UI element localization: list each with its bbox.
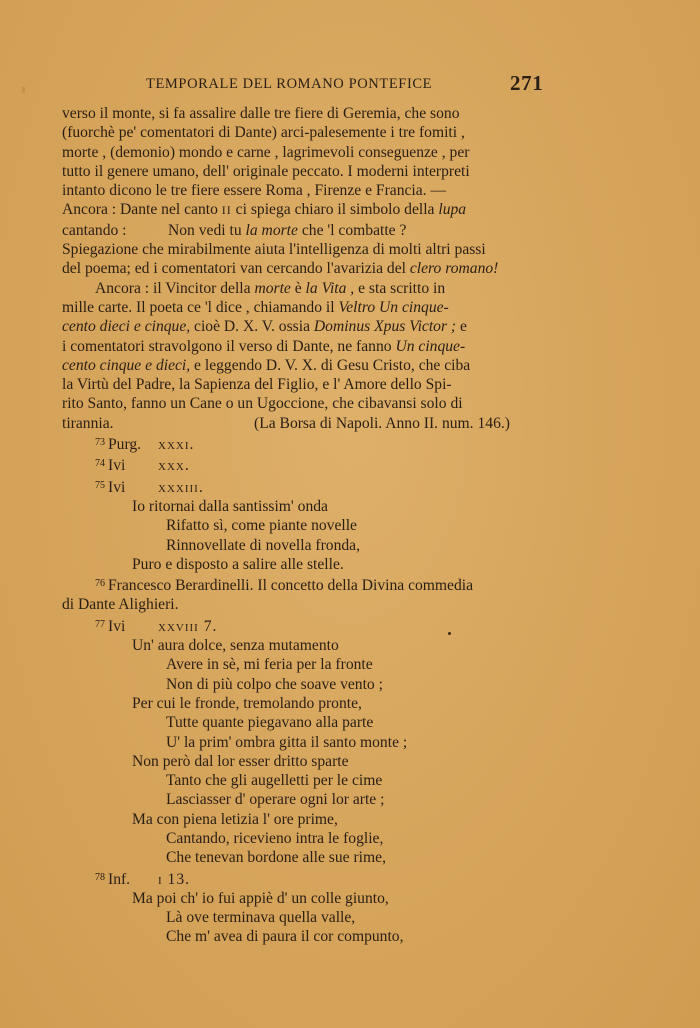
text-line: la Virtù del Padre, la Sapienza del Figlio, e l' Amore dello Spi- bbox=[62, 376, 452, 394]
verse-line: Tanto che gli augelletti per le cime bbox=[166, 772, 383, 790]
verse-line: Un' aura dolce, senza mutamento bbox=[132, 637, 339, 655]
verse-line: Non di più colpo che soave vento ; bbox=[166, 675, 383, 693]
verse-line: Puro e disposto a salire alle stelle. bbox=[132, 555, 344, 573]
verse-line: U' la prim' ombra gitta il santo monte ; bbox=[166, 733, 408, 751]
verse-line: Per cui le fronde, tremolando pronte, bbox=[132, 694, 362, 712]
text-line: cento cinque e dieci, e leggendo D. V. X. di Gesu Cristo, che ciba bbox=[62, 356, 471, 374]
text-line: (fuorchè pe' comentatori di Dante) arci-palesemente i tre fomiti , bbox=[62, 124, 465, 142]
text-line: del poema; ed i comentatori van cercando l'avarizia del clero romano! bbox=[62, 260, 499, 278]
text-line: intanto dicono le tre fiere essere Roma , Firenze e Francia. — bbox=[62, 182, 447, 200]
footnote-75: $^{75}$ Ivi xxxiii. bbox=[95, 478, 204, 496]
ink-speck bbox=[448, 632, 451, 635]
verse-block-75 bbox=[62, 497, 554, 574]
verse-line: Là ove terminava quella valle, bbox=[166, 909, 356, 927]
text-line: tirannia. (La Borsa di Napoli. Anno II. num. 146.) bbox=[62, 414, 510, 432]
text-line: mille carte. Il poeta ce 'l dice , chiamando il Veltro Un cinque- bbox=[62, 298, 449, 316]
verse-block-77 bbox=[62, 636, 554, 868]
footnote-74: $^{74}$ Ivi xxx. bbox=[95, 457, 190, 475]
verse-line: Rifatto sì, come piante novelle bbox=[166, 517, 357, 535]
verse-line: Rinnovellate di novella fronda, bbox=[166, 536, 361, 554]
text-line: cantando : Non vedi tu la morte che 'l combatte ? bbox=[62, 221, 407, 239]
text-line: verso il monte, si fa assalire dalle tre fiere di Geremia, che sono bbox=[62, 105, 460, 122]
text-line: morte , (demonio) mondo e carne , lagrimevoli conseguenze , per bbox=[62, 143, 470, 161]
running-title: TEMPORALE DEL ROMANO PONTEFICE bbox=[146, 76, 433, 92]
verse-line: Non però dal lor esser dritto sparte bbox=[132, 752, 349, 770]
verse-block-78 bbox=[62, 889, 554, 947]
verse-line: Avere in sè, mi feria per la fronte bbox=[166, 656, 373, 674]
text-line: Ancora : Dante nel canto II ci spiega chiaro il simbolo della lupa bbox=[62, 201, 467, 219]
verse-line: Lasciasser d' operare ogni lor arte ; bbox=[166, 791, 385, 809]
text-line: i comentatori stravolgono il verso di Dante, ne fanno Un cinque- bbox=[62, 337, 466, 355]
verse-line: Cantando, ricevieno intra le foglie, bbox=[166, 829, 384, 847]
verse-line: Che tenevan bordone alle sue rime, bbox=[166, 849, 386, 867]
text-line: tutto il genere umano, dell' originale peccato. I moderni interpreti bbox=[62, 162, 470, 180]
verse-line: Io ritornai dalla santissim' onda bbox=[132, 497, 328, 515]
text-line: Ancora : il Vincitor della morte è la Vita , e sta scritto in bbox=[95, 279, 446, 297]
footnote-77: $^{77}$ Ivi xxviii 7. bbox=[95, 617, 218, 635]
verse-line: Tutte quante piegavano alla parte bbox=[166, 714, 374, 732]
text-line: Spiegazione che mirabilmente aiuta l'intelligenza di molti altri passi bbox=[62, 241, 486, 259]
footnote-73: $^{73}$ Purg. xxxi. bbox=[95, 436, 195, 454]
margin-mark bbox=[22, 87, 25, 93]
text-line: rito Santo, fanno un Cane o un Ugoccione, che cibavansi solo di bbox=[62, 395, 463, 413]
text-line: di Dante Alighieri. bbox=[62, 596, 179, 614]
verse-line: Ma poi ch' io fui appiè d' un colle giunto, bbox=[132, 889, 389, 907]
source-citation: (La Borsa di Napoli. Anno II. num. 146.) bbox=[254, 414, 510, 432]
verse-line: Che m' avea di paura il cor compunto, bbox=[166, 928, 404, 946]
page-body bbox=[62, 104, 554, 947]
footnote-78: $^{78}$ Inf. i 13. bbox=[95, 870, 191, 888]
text-line: cento dieci e cinque, cioè D. X. V. ossia Dominus Xpus Victor ; e bbox=[62, 318, 467, 336]
verse-line: Ma con piena letizia l' ore prime, bbox=[132, 810, 338, 828]
page-number: 271 bbox=[510, 71, 544, 95]
footnote-76: $^{76}$ Francesco Berardinelli. Il concetto della Divina commedia bbox=[95, 577, 474, 595]
